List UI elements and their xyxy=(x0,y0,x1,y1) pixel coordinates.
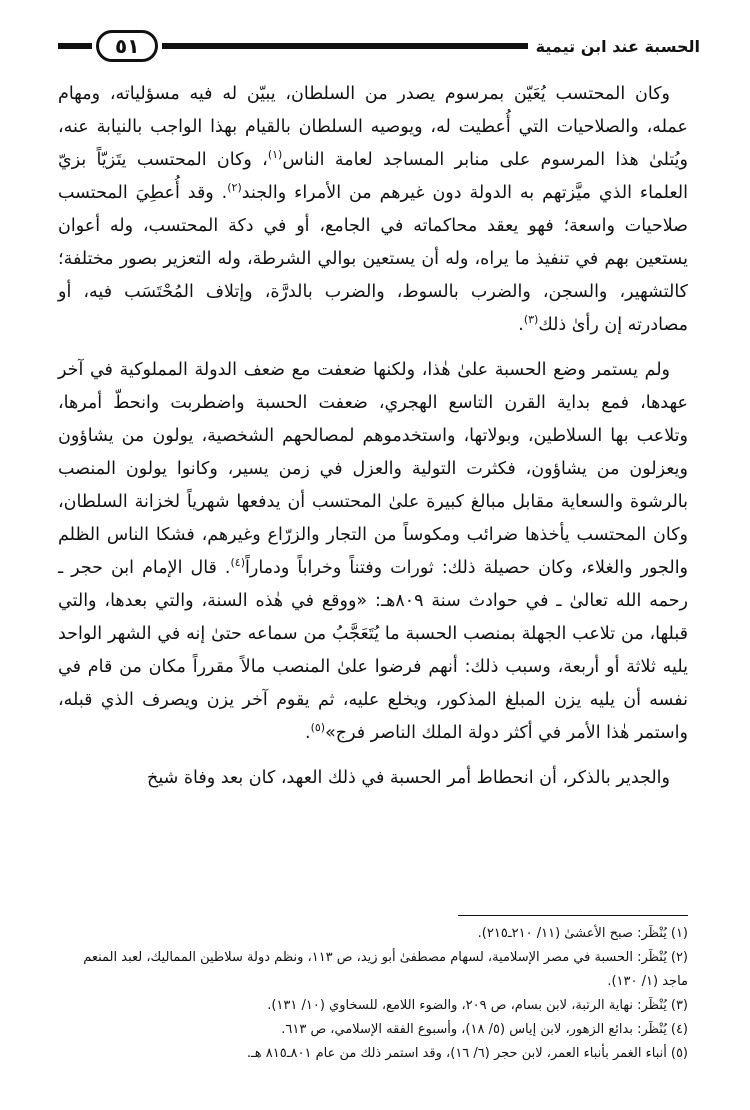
footnote-number: (٤) xyxy=(670,1022,688,1037)
paragraph-text: وكان المحتسب يُعَيّن بمرسوم يصدر من السلطان، يبيّن له فيه مسؤلياته، ومهام عمله، والصلاحيات التي أُعطيت له، ويوصيه السلطان بالقيام بهذا الواجب بالنيابة عنه، ويُتلىٰ هذا المرسوم على منابر المساجد لعامة الناس xyxy=(58,84,688,170)
footnote-number: (٥) xyxy=(670,1046,688,1061)
footnote-ref-2: (٢) xyxy=(227,181,242,195)
footnote-text: أنباء الغمر بأنباء العمر، لابن حجر (٦/ ١٦)، وقد استمر ذلك من عام ٨٠١ـ٨١٥ هـ. xyxy=(246,1046,667,1061)
paragraph-3 xyxy=(58,762,688,795)
footnote-ref-4: (٤) xyxy=(230,556,246,570)
header-rule xyxy=(162,43,527,49)
footnote-text: يُنْظَر: نهاية الرتبة، لابن بسام، ص ٢٠٩، والضوء اللامع، للسخاوي (١٠/ ١٣١). xyxy=(267,998,667,1013)
footnote-ref-1: (١) xyxy=(267,148,283,162)
page-header xyxy=(58,28,700,64)
footnote-ref-3: (٣) xyxy=(523,313,539,327)
footnote-ref-5: (٥) xyxy=(310,721,326,735)
footnote-number: (١) xyxy=(670,926,688,941)
footnote-1 xyxy=(58,922,688,946)
paragraph-text: . xyxy=(518,315,524,335)
paragraph-text: ولم يستمر وضع الحسبة علىٰ هٰذا، ولكنها ضعفت مع ضعف الدولة المملوكية في آخر عهدها، فمع بداية القرن التاسع الهجري، ضعفت الحسبة واضطربت وانحطّ أمرها، وتلاعب بها السلاطين، وبولاتها، واستخدموهم لمصالحهم الشخصية، يولون من يشاؤون ويعزلون من يشاؤون، فكثرت التولية والعزل في زمن يسير، وكانوا يولون المنصب بالرشوة والسعاية مقابل مبالغ كبيرة علىٰ المحتسب أن يدفعها شهرياً لخزانة السلطان، وكان المحتسب يأخذها ضرائب ومكوساً من التجار والزرّاع وغيرهم، فشكا الناس الظلم والجور والغلاء، وكان حصيلة ذلك: ثورات وفتناً وخراباً ودماراً xyxy=(58,360,689,578)
footnote-2 xyxy=(58,946,688,994)
paragraph-text: . وقد أُعطِيَ المحتسب صلاحيات واسعة؛ فهو يعقد محاكماته في الجامع، أو في دكة المحتسب، وله أعوان يستعين بهم في تنفيذ ما يراه، وله أن يستعين بوالي الشرطة، وله التعزير بصور مختلفة؛ كالتشهير، والسجن، والضرب بالسوط، والضرب بالدرَّة، وإتلاف المُحْتَسَب فيه، أو مصادرته إن رأىٰ ذلك xyxy=(58,183,688,335)
header-rule-end xyxy=(58,43,92,49)
paragraph-text: ، وكان المحتسب يتَزيّاً بزيّ العلماء الذي ميَّزتهم به الدولة دون غيرهم من الأمراء والجند xyxy=(58,150,688,203)
footnote-number: (٣) xyxy=(670,998,688,1013)
page-number: ٥١ xyxy=(96,30,158,62)
footnote-divider xyxy=(458,915,688,916)
paragraph-2 xyxy=(58,354,688,750)
paragraph-text: والجدير بالذكر، أن انحطاط أمر الحسبة في ذلك العهد، كان بعد وفاة شيخ xyxy=(147,768,670,788)
footnote-5 xyxy=(58,1042,688,1066)
paragraph-text: . xyxy=(304,723,311,743)
footnote-number: (٢) xyxy=(670,950,688,965)
footnote-4 xyxy=(58,1018,688,1042)
footnote-text: يُنْظَر: الحسبة في مصر الإسلامية، لسهام مصطفىٰ أبو زيد، ص ١١٣، ونظم دولة سلاطين المماليك، لعبد المنعم ماجد (١/ ١٣٠). xyxy=(83,950,688,989)
main-text xyxy=(58,78,688,795)
paragraph-text: . قال الإمام ابن حجر ـ رحمه الله تعالىٰ ـ في حوادث سنة ٨٠٩هـ: «ووقع في هٰذه السنة، والتي بعدها، والتي قبلها، من تلاعب الجهلة بمنصب الحسبة ما يُتَعَجَّبُ من سماعه حتىٰ إنه في الشهر الواحد يليه ثلاثة أو أربعة، وسبب ذلك: أنهم فرضوا علىٰ المنصب مالاً مقرراً مكان من قام في نفسه أن يليه يزن المبلغ المذكور، ويخلع عليه، ثم يقوم آخر يزن ويصرف الذي قبله، واستمر هٰذا الأمر في أكثر دولة الملك الناصر فرج» xyxy=(58,558,688,743)
paragraph-1 xyxy=(58,78,688,342)
footnote-3 xyxy=(58,994,688,1018)
footnote-text: يُنْظَر: صبح الأعشىٰ (١١/ ٢١٠ـ٢١٥). xyxy=(477,926,667,941)
footnote-text: يُنْظَر: بدائع الزهور، لابن إياس (٥/ ١٨)، وأسبوع الفقه الإسلامي، ص ٦١٣. xyxy=(281,1022,667,1037)
footnotes xyxy=(58,922,688,1066)
running-title: الحسبة عند ابن تيمية xyxy=(535,36,700,56)
